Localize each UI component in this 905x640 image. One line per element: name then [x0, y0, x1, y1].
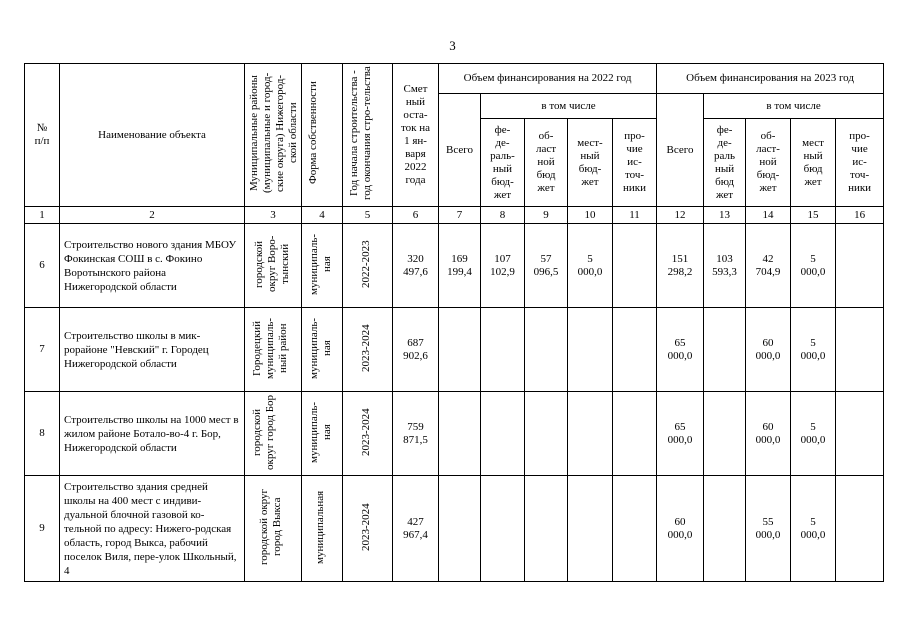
- row-ownership: муниципаль-ная: [302, 392, 343, 476]
- row-other-2023: [836, 224, 884, 308]
- header-federal-2023: фе- де- раль ный бюд жет: [704, 119, 746, 207]
- row-regional-2022: [525, 308, 568, 392]
- row-district: городской округ город Бор: [245, 392, 302, 476]
- col-number: 16: [836, 207, 884, 224]
- row-regional-2022: 57 096,5: [525, 224, 568, 308]
- financing-table: [24, 63, 884, 582]
- col-number: 9: [525, 207, 568, 224]
- row-years: 2023-2024: [343, 308, 393, 392]
- row-total-2022: [439, 308, 481, 392]
- header-other-2023: про- чие ис- точ- ники: [836, 119, 884, 207]
- row-federal-2022: [481, 308, 525, 392]
- row-local-2023: 5 000,0: [791, 308, 836, 392]
- page-number: 3: [449, 38, 456, 53]
- col-number: 11: [613, 207, 657, 224]
- row-estimate: 427 967,4: [393, 476, 439, 582]
- row-federal-2022: [481, 392, 525, 476]
- col-number: 6: [393, 207, 439, 224]
- row-estimate: 759 871,5: [393, 392, 439, 476]
- column-number-row: [25, 207, 884, 224]
- row-federal-2023: [704, 476, 746, 582]
- header-incl-2022: в том числе: [481, 94, 657, 119]
- row-federal-2023: [704, 308, 746, 392]
- header-federal-2022: фе- де- раль- ный бюд- жет: [481, 119, 525, 207]
- row-local-2022: 5 000,0: [568, 224, 613, 308]
- row-federal-2023: 103 593,3: [704, 224, 746, 308]
- row-total-2023: 151 298,2: [657, 224, 704, 308]
- row-estimate: 320 497,6: [393, 224, 439, 308]
- row-federal-2022: 107 102,9: [481, 224, 525, 308]
- row-years: 2023-2024: [343, 392, 393, 476]
- header-other-2022: про- чие ис- точ- ники: [613, 119, 657, 207]
- row-total-2023: 60 000,0: [657, 476, 704, 582]
- header-ownership: Форма собственности: [302, 64, 343, 207]
- row-local-2022: [568, 392, 613, 476]
- row-regional-2023: 60 000,0: [746, 392, 791, 476]
- header-regional-2022: об- ласт ной бюд жет: [525, 119, 568, 207]
- header-incl-2023: в том числе: [704, 94, 884, 119]
- col-number: 15: [791, 207, 836, 224]
- row-other-2023: [836, 308, 884, 392]
- header-num: № п/п: [25, 64, 60, 207]
- header-districts: Муниципальные районы (муниципальные и город-ские округа) Нижегород-ской области: [245, 64, 302, 207]
- row-local-2022: [568, 476, 613, 582]
- header-local-2023: мест ный бюд жет: [791, 119, 836, 207]
- row-regional-2023: 55 000,0: [746, 476, 791, 582]
- row-total-2022: 169 199,4: [439, 224, 481, 308]
- row-district: Городецкий муниципаль-ный район: [245, 308, 302, 392]
- row-object-name: Строительство нового здания МБОУ Фокинская СОШ в с. Фокино Воротынского района Нижегородской области: [60, 224, 245, 308]
- row-federal-2023: [704, 392, 746, 476]
- row-regional-2023: 60 000,0: [746, 308, 791, 392]
- row-regional-2022: [525, 392, 568, 476]
- table-row: [25, 224, 884, 308]
- col-number: 14: [746, 207, 791, 224]
- row-object-name: Строительство школы в мик-рорайоне "Невский" г. Городец Нижегородской области: [60, 308, 245, 392]
- col-number: 10: [568, 207, 613, 224]
- header-fin2022: Объем финансирования на 2022 год: [439, 64, 657, 94]
- col-number: 3: [245, 207, 302, 224]
- row-other-2022: [613, 224, 657, 308]
- row-total-2023: 65 000,0: [657, 308, 704, 392]
- row-total-2022: [439, 392, 481, 476]
- row-district: городской округ Воро-тынский: [245, 224, 302, 308]
- row-other-2022: [613, 308, 657, 392]
- col-number: 2: [60, 207, 245, 224]
- row-total-2022: [439, 476, 481, 582]
- row-other-2022: [613, 476, 657, 582]
- row-federal-2022: [481, 476, 525, 582]
- col-number: 7: [439, 207, 481, 224]
- row-local-2023: 5 000,0: [791, 392, 836, 476]
- row-num: 7: [25, 308, 60, 392]
- row-regional-2023: 42 704,9: [746, 224, 791, 308]
- row-years: 2023-2024: [343, 476, 393, 582]
- row-ownership: муниципаль-ная: [302, 308, 343, 392]
- header-fin2023: Объем финансирования на 2023 год: [657, 64, 884, 94]
- row-num: 6: [25, 224, 60, 308]
- row-district: городской округ город Выкса: [245, 476, 302, 582]
- row-other-2022: [613, 392, 657, 476]
- row-ownership: муниципаль-ная: [302, 224, 343, 308]
- col-number: 1: [25, 207, 60, 224]
- col-number: 12: [657, 207, 704, 224]
- table-row: [25, 476, 884, 582]
- row-estimate: 687 902,6: [393, 308, 439, 392]
- row-local-2023: 5 000,0: [791, 224, 836, 308]
- col-number: 5: [343, 207, 393, 224]
- table-row: [25, 308, 884, 392]
- col-number: 4: [302, 207, 343, 224]
- row-local-2022: [568, 308, 613, 392]
- row-num: 9: [25, 476, 60, 582]
- row-num: 8: [25, 392, 60, 476]
- header-regional-2023: об- ласт- ной бюд- жет: [746, 119, 791, 207]
- row-years: 2022-2023: [343, 224, 393, 308]
- row-total-2023: 65 000,0: [657, 392, 704, 476]
- table-row: [25, 392, 884, 476]
- header-total-2023: Всего: [657, 94, 704, 207]
- row-object-name: Строительство здания средней школы на 400 мест с индиви-дуальной блочной газовой ко-тельной по адресу: Нижего-родская область, город Выкса, рабочий поселок Виля, пере-улок Школьный, 4: [60, 476, 245, 582]
- header-name: Наименование объекта: [60, 64, 245, 207]
- row-regional-2022: [525, 476, 568, 582]
- header-local-2022: мест- ный бюд- жет: [568, 119, 613, 207]
- row-ownership: муниципальная: [302, 476, 343, 582]
- col-number: 13: [704, 207, 746, 224]
- header-total-2022: Всего: [439, 94, 481, 207]
- header-estimate: Смет ный оста- ток на 1 ян- варя 2022 года: [393, 64, 439, 207]
- row-other-2023: [836, 476, 884, 582]
- col-number: 8: [481, 207, 525, 224]
- row-object-name: Строительство школы на 1000 мест в жилом районе Ботало-во-4 г. Бор, Нижегородской области: [60, 392, 245, 476]
- row-local-2023: 5 000,0: [791, 476, 836, 582]
- header-years: Год начала строительства - год окончания стро-тельства: [343, 64, 393, 207]
- row-other-2023: [836, 392, 884, 476]
